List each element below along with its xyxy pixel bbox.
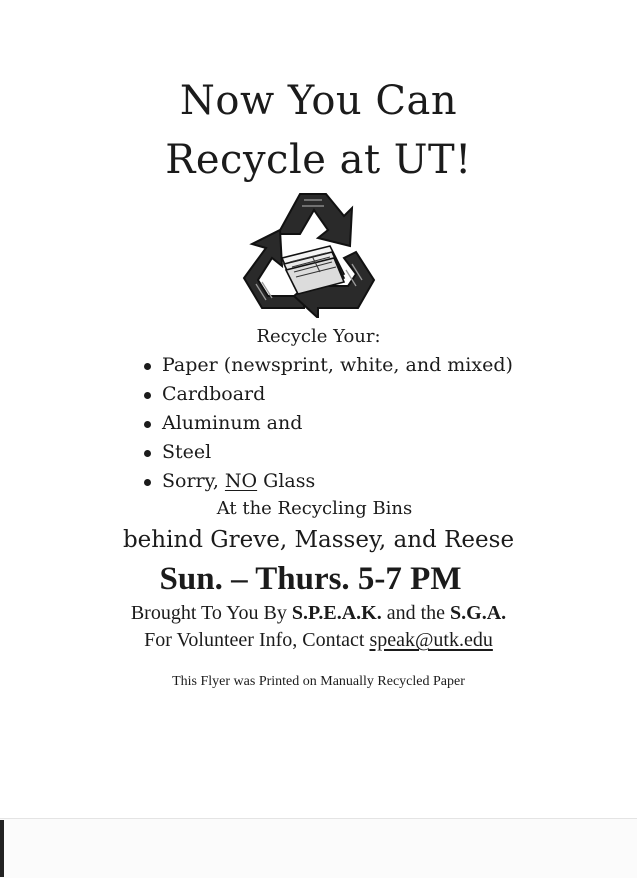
list-item: Aluminum and (143, 409, 513, 438)
recycle-arrow-top (278, 194, 352, 246)
location-line-2: behind Greve, Massey, and Reese (122, 527, 515, 553)
flyer-title-line-1: Now You Can (179, 78, 458, 124)
scan-left-shadow (0, 820, 4, 877)
location-line-1: At the Recycling Bins (216, 498, 413, 519)
sga-org: S.G.A. (450, 602, 507, 624)
speak-org: S.P.E.A.K. (291, 602, 382, 624)
contact-email-link[interactable]: speak@utk.edu (369, 629, 493, 651)
no-emphasis: NO (224, 470, 258, 492)
flyer-title-line-2: Recycle at UT! (165, 137, 472, 183)
list-item: Paper (newsprint, white, and mixed) (143, 351, 513, 380)
list-item: Cardboard (143, 380, 513, 409)
scan-bottom-edge (0, 818, 637, 878)
recyclable-items-list (143, 351, 513, 496)
schedule-hours: Sun. – Thurs. 5-7 PM (159, 561, 462, 597)
list-item-no-glass: Sorry, NO Glass (143, 467, 513, 496)
list-item: Steel (143, 438, 513, 467)
recycle-your-heading: Recycle Your: (256, 326, 381, 347)
sponsor-line: Brought To You By S.P.E.A.K. and the S.G.A. (130, 602, 507, 624)
recycled-paper-footnote: This Flyer was Printed on Manually Recycled Paper (172, 674, 465, 689)
recycling-symbol-with-newspapers-icon (226, 186, 394, 318)
volunteer-contact-line: For Volunteer Info, Contact speak@utk.edu (144, 629, 493, 651)
